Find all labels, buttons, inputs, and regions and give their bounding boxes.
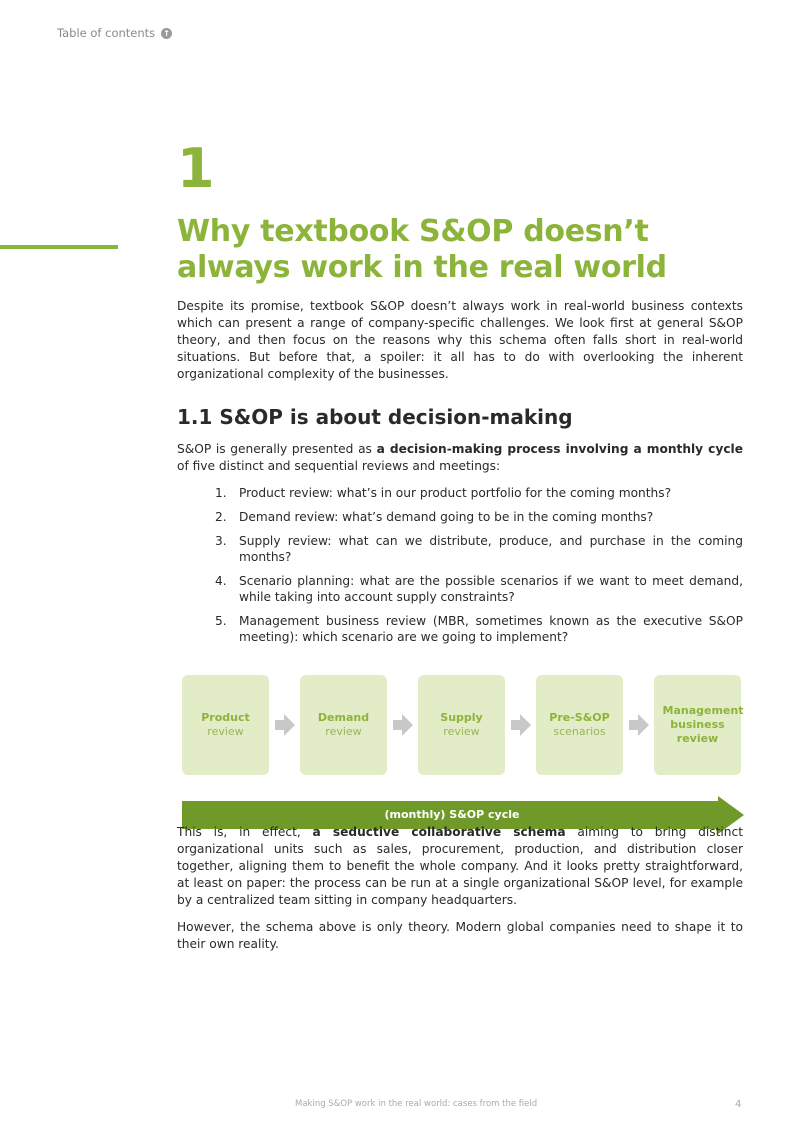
list-item bbox=[177, 613, 743, 645]
section-text-after: of five distinct and sequential reviews and meetings: bbox=[177, 459, 501, 473]
list-item-number: 1. bbox=[215, 486, 227, 500]
list-item-text: Scenario planning: what are the possible scenarios if we want to meet demand, while taking into account supply constraints? bbox=[239, 574, 743, 604]
list-item-number: 2. bbox=[215, 510, 227, 524]
page-number: 4 bbox=[735, 1099, 742, 1110]
section-heading: 1.1 S&OP is about decision-making bbox=[177, 405, 573, 429]
step-management-business-review bbox=[654, 675, 744, 775]
step-pre-sop-scenarios bbox=[536, 675, 623, 775]
list-item-text: Product review: what’s in our product portfolio for the coming months? bbox=[239, 486, 672, 500]
toc-link[interactable] bbox=[57, 26, 172, 40]
section-text-bold: a decision-making process involving a monthly cycle bbox=[376, 442, 743, 456]
step-arrow-icon bbox=[505, 714, 536, 736]
cycle-label: (monthly) S&OP cycle bbox=[384, 808, 520, 821]
closing-text-before: This is, in effect, bbox=[177, 825, 313, 839]
step-title: Pre-S&OP bbox=[549, 711, 610, 724]
list-item-text: Demand review: what’s demand going to be in the coming months? bbox=[239, 510, 654, 524]
step-arrow-icon bbox=[387, 714, 418, 736]
step-subtitle: review bbox=[207, 725, 244, 738]
step-arrow-icon bbox=[269, 714, 300, 736]
list-item bbox=[177, 573, 743, 605]
review-list bbox=[177, 485, 743, 645]
section-paragraph bbox=[177, 441, 743, 475]
list-item bbox=[177, 533, 743, 565]
step-title: Supply bbox=[440, 711, 483, 724]
closing-paragraph-2: However, the schema above is only theory. Modern global companies need to shape it to their own reality. bbox=[177, 920, 743, 951]
list-item-text: Supply review: what can we distribute, produce, and purchase in the coming months? bbox=[239, 534, 743, 564]
chapter-title: Why textbook S&OP doesn’t always work in the real world bbox=[177, 214, 667, 285]
step-arrow-icon bbox=[623, 714, 654, 736]
step-subtitle: review bbox=[325, 725, 362, 738]
arrow-up-icon: ↑ bbox=[161, 28, 172, 39]
closing-paragraph-1 bbox=[177, 824, 743, 909]
list-item bbox=[177, 485, 743, 501]
step-supply-review bbox=[418, 675, 505, 775]
list-item-number: 3. bbox=[215, 534, 227, 548]
chapter-number: 1 bbox=[177, 137, 215, 200]
intro-paragraph: Despite its promise, textbook S&OP doesn’t always work in real-world business contexts which can present a range of company-specific challenges. We look first at general S&OP theory, and then focus on the reasons why this schema often falls short in real-world situations. But before that, a spoiler: it all has to do with overlooking the inherent organizational complexity of the businesses. bbox=[177, 299, 743, 381]
step-subtitle: scenarios bbox=[553, 725, 606, 738]
step-demand-review bbox=[300, 675, 387, 775]
step-title: Product bbox=[201, 711, 250, 724]
closing-content bbox=[177, 824, 743, 963]
step-product-review bbox=[182, 675, 269, 775]
step-subtitle: review bbox=[443, 725, 480, 738]
list-item-number: 5. bbox=[215, 614, 227, 628]
review-steps bbox=[182, 675, 744, 775]
list-item-text: Management business review (MBR, sometimes known as the executive S&OP meeting): which scenario are we going to implement? bbox=[239, 614, 743, 644]
closing-text-after: aiming to bring distinct organizational units such as sales, procurement, production, and distribution closer together, aligning them to benefit the whole company. And it looks pretty straightforward, at least on paper: the process can be run at a single organizational S&OP level, for example by a centralized team sitting in company headquarters. bbox=[177, 825, 743, 907]
list-item-number: 4. bbox=[215, 574, 227, 588]
accent-rule bbox=[0, 245, 118, 249]
step-title: Demand bbox=[317, 711, 370, 724]
closing-text-bold: a seductive collaborative schema bbox=[312, 825, 566, 839]
main-content bbox=[177, 298, 743, 875]
step-title: Management business review bbox=[662, 704, 744, 745]
list-item bbox=[177, 509, 743, 525]
toc-label: Table of contents bbox=[57, 26, 156, 40]
footer-title: Making S&OP work in the real world: cases from the field bbox=[295, 1099, 538, 1109]
section-text-before: S&OP is generally presented as bbox=[177, 442, 377, 456]
